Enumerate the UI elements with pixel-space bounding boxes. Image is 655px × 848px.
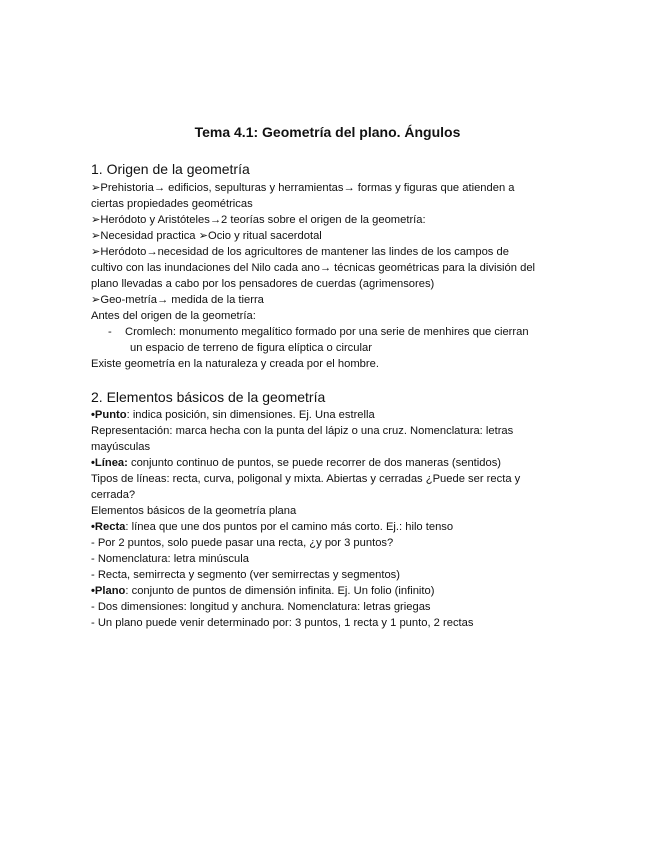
- list-item: - Un plano puede venir determinado por: 3 puntos, 1 recta y 1 punto, 2 rectas: [91, 617, 474, 629]
- list-dash: -: [108, 326, 112, 338]
- term-definition: : conjunto de puntos de dimensión infinita. Ej. Un folio (infinito): [125, 585, 435, 597]
- list-item-continuation: un espacio de terreno de figura elíptica o circular: [130, 342, 372, 354]
- text-line: ➢Geo-metría→ medida de la tierra: [91, 294, 264, 306]
- term-definition: conjunto continuo de puntos, se puede recorrer de dos maneras (sentidos): [127, 457, 502, 469]
- term-definition: : línea que une dos puntos por el camino más corto. Ej.: hilo tenso: [125, 521, 454, 533]
- text-line: plano llevadas a cabo por los pensadores de cuerdas (agrimensores): [91, 278, 435, 290]
- text-line: [91, 519, 561, 535]
- list-item: [91, 324, 561, 340]
- text-line: ➢Prehistoria→ edificios, sepulturas y herramientas→ formas y figuras que atienden a: [91, 182, 515, 194]
- text-line: cultivo con las inundaciones del Nilo cada ano→ técnicas geométricas para la división del: [91, 262, 536, 274]
- list-item: - Dos dimensiones: longitud y anchura. Nomenclatura: letras griegas: [91, 601, 431, 613]
- text-line: mayúsculas: [91, 441, 151, 453]
- text-line: [91, 583, 561, 599]
- text-line: Antes del origen de la geometría:: [91, 310, 256, 322]
- term-label: •Recta: [91, 521, 126, 533]
- text-line: ciertas propiedades geométricas: [91, 198, 253, 210]
- text-line: [91, 455, 561, 471]
- term-label: •Plano: [91, 585, 126, 597]
- page-title: Tema 4.1: Geometría del plano. Ángulos: [194, 124, 461, 140]
- term-label: •Línea:: [91, 457, 128, 469]
- term-label: •Punto: [91, 409, 127, 421]
- section-elements-body: [91, 407, 561, 631]
- section-origin-body: [91, 180, 561, 372]
- section-heading-elements: 2. Elementos básicos de la geometría: [91, 389, 326, 405]
- list-item: - Por 2 puntos, solo puede pasar una recta, ¿y por 3 puntos?: [91, 537, 394, 549]
- section-heading-origin: 1. Origen de la geometría: [91, 161, 250, 177]
- text-line: Elementos básicos de la geometría plana: [91, 505, 297, 517]
- list-item: - Recta, semirrecta y segmento (ver semirrectas y segmentos): [91, 569, 400, 581]
- text-line: Tipos de líneas: recta, curva, poligonal y mixta. Abiertas y cerradas ¿Puede ser recta y: [91, 473, 521, 485]
- term-definition: : indica posición, sin dimensiones. Ej. Una estrella: [126, 409, 375, 421]
- list-item: - Nomenclatura: letra minúscula: [91, 553, 249, 565]
- text-line: ➢Heródoto→necesidad de los agricultores de mantener las lindes de los campos de: [91, 246, 509, 258]
- text-line: cerrada?: [91, 489, 136, 501]
- text-line: [91, 407, 561, 423]
- text-line: ➢Necesidad practica ➢Ocio y ritual sacerdotal: [91, 230, 322, 242]
- list-item-text: Cromlech: monumento megalítico formado por una serie de menhires que cierran: [125, 326, 529, 338]
- text-line: Representación: marca hecha con la punta del lápiz o una cruz. Nomenclatura: letras: [91, 425, 514, 437]
- text-line: Existe geometría en la naturaleza y creada por el hombre.: [91, 358, 379, 370]
- text-line: ➢Heródoto y Aristóteles→2 teorías sobre el origen de la geometría:: [91, 214, 426, 226]
